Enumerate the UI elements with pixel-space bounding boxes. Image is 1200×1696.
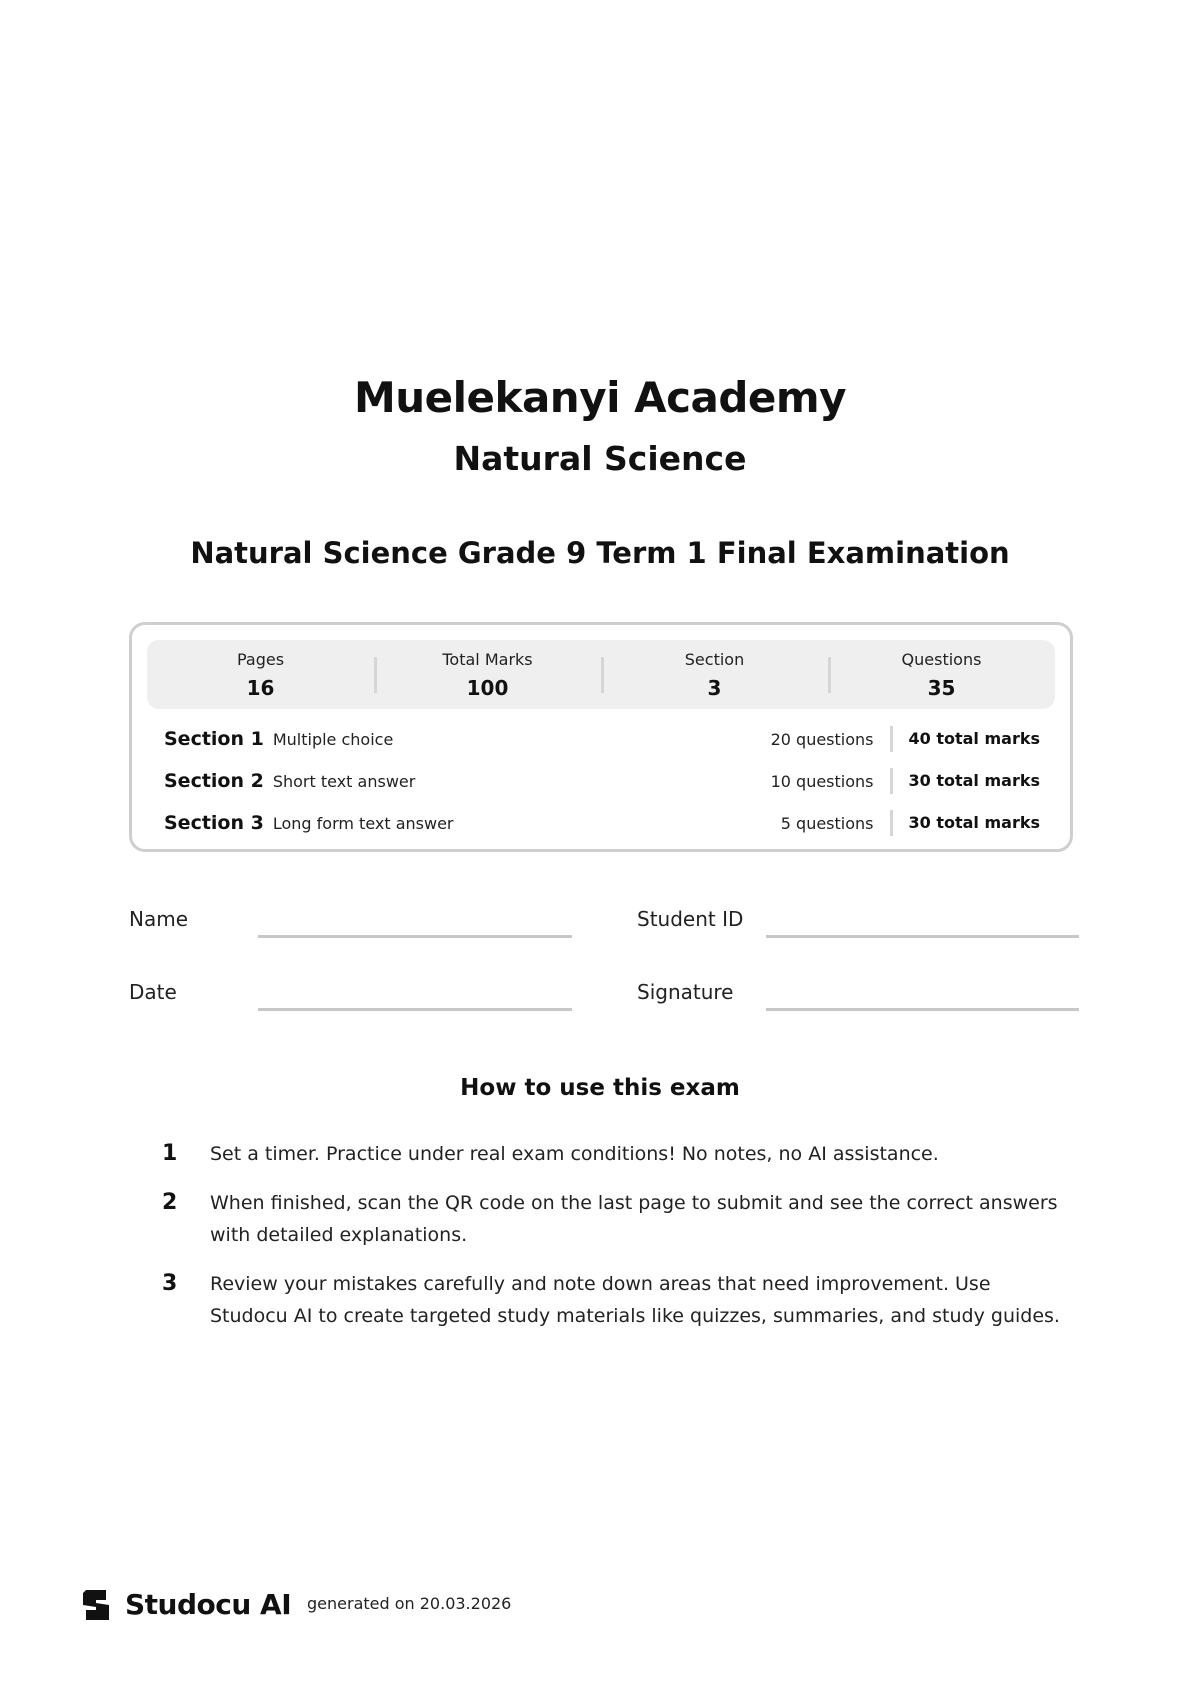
how-to-use-title: How to use this exam bbox=[460, 1075, 740, 1101]
step-text: Set a timer. Practice under real exam conditions! No notes, no AI assistance. bbox=[210, 1143, 939, 1165]
section-row-1 bbox=[164, 725, 1040, 753]
stat-value: 16 bbox=[246, 676, 275, 700]
stat-questions bbox=[828, 640, 1055, 709]
date-field[interactable] bbox=[258, 1008, 572, 1011]
section-questions: 5 questions bbox=[780, 813, 874, 833]
instruction-step-1 bbox=[162, 1138, 1062, 1170]
stat-sections bbox=[601, 640, 828, 709]
subject-title: Natural Science bbox=[453, 439, 747, 478]
name-label: Name bbox=[129, 907, 189, 931]
section-row-2 bbox=[164, 767, 1040, 795]
section-questions: 10 questions bbox=[770, 771, 874, 791]
section-name: Section 1 bbox=[164, 728, 264, 750]
student-id-field[interactable] bbox=[766, 935, 1079, 938]
step-number: 3 bbox=[162, 1271, 178, 1296]
stat-value: 3 bbox=[707, 676, 722, 700]
section-marks: 30 total marks bbox=[890, 810, 1041, 836]
stat-value: 100 bbox=[466, 676, 509, 700]
studocu-logo-icon bbox=[78, 1587, 114, 1623]
step-text: When finished, scan the QR code on the last page to submit and see the correct answers with detailed explanations. bbox=[210, 1192, 1058, 1246]
brand-name: Studocu AI bbox=[125, 1588, 292, 1621]
date-label: Date bbox=[129, 980, 177, 1004]
section-row-3 bbox=[164, 809, 1040, 837]
stat-label: Section bbox=[684, 650, 745, 669]
stat-label: Pages bbox=[236, 650, 285, 669]
instruction-step-2 bbox=[162, 1187, 1062, 1251]
instruction-step-3 bbox=[162, 1268, 1062, 1332]
section-name: Section 2 bbox=[164, 770, 264, 792]
section-questions: 20 questions bbox=[770, 729, 874, 749]
stat-total-marks bbox=[374, 640, 601, 709]
section-name: Section 3 bbox=[164, 812, 264, 834]
stat-label: Total Marks bbox=[442, 650, 533, 669]
section-description: Long form text answer bbox=[272, 813, 454, 833]
section-description: Short text answer bbox=[272, 771, 416, 791]
stat-pages bbox=[147, 640, 374, 709]
stat-label: Questions bbox=[901, 650, 982, 669]
step-text: Review your mistakes carefully and note down areas that need improvement. Use Studocu AI to create targeted study materials like quizzes, summaries, and study guides. bbox=[210, 1273, 1060, 1327]
exam-title: Natural Science Grade 9 Term 1 Final Examination bbox=[190, 536, 1010, 570]
student-id-label: Student ID bbox=[637, 907, 744, 931]
exam-summary-card bbox=[129, 622, 1073, 852]
stat-value: 35 bbox=[927, 676, 956, 700]
step-number: 2 bbox=[162, 1190, 178, 1215]
name-field[interactable] bbox=[258, 935, 572, 938]
generated-date: generated on 20.03.2026 bbox=[307, 1594, 512, 1613]
signature-label: Signature bbox=[637, 980, 734, 1004]
step-number: 1 bbox=[162, 1141, 178, 1166]
section-marks: 30 total marks bbox=[890, 768, 1041, 794]
studocu-logo bbox=[78, 1587, 291, 1623]
school-name: Muelekanyi Academy bbox=[353, 373, 847, 422]
section-description: Multiple choice bbox=[272, 729, 394, 749]
section-marks: 40 total marks bbox=[890, 726, 1041, 752]
signature-field[interactable] bbox=[766, 1008, 1079, 1011]
stats-bar bbox=[147, 640, 1055, 709]
